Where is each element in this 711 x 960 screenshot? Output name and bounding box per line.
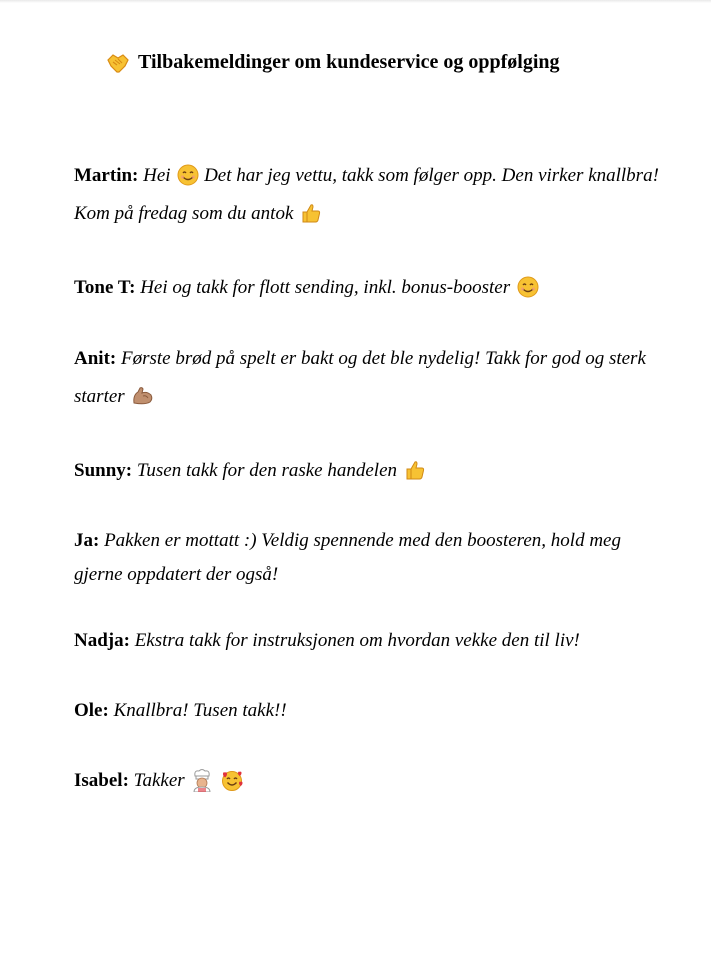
thumbs-up-icon <box>300 202 322 224</box>
feedback-name: Ole: <box>74 700 109 721</box>
smiling-face-with-hearts-icon <box>220 769 244 791</box>
feedback-name: Anit: <box>74 348 117 369</box>
feedback-entry-sunny <box>74 452 664 490</box>
feedback-message: Hei <box>143 165 171 186</box>
feedback-entry-tone <box>74 269 664 307</box>
page-top-edge <box>0 0 711 3</box>
thumbs-up-icon <box>404 459 426 481</box>
feedback-message: Første brød på spelt er bakt og det ble nydelig! Takk for god og sterk starter <box>74 348 646 407</box>
document-title <box>106 51 560 74</box>
feedback-message: Hei og takk for flott sending, inkl. bonus-booster <box>140 277 511 298</box>
feedback-entry-nadja <box>74 624 664 658</box>
feedback-entry-isabel <box>74 764 664 798</box>
feedback-entry-ole <box>74 694 664 728</box>
handshake-icon <box>106 52 130 74</box>
smiling-face-icon <box>517 276 539 298</box>
feedback-message-continued: Det har jeg vettu, takk som følger opp. Den virker knallbra! Kom på fredag som du antok <box>74 165 659 224</box>
smiling-face-icon <box>177 164 199 186</box>
feedback-message: Ekstra takk for instruksjonen om hvordan vekke den til liv! <box>134 630 580 651</box>
feedback-name: Ja: <box>74 530 100 551</box>
feedback-name: Martin: <box>74 165 139 186</box>
feedback-entry-ja <box>74 524 664 592</box>
feedback-message: Knallbra! Tusen takk!! <box>113 700 287 721</box>
flexed-biceps-icon <box>131 385 155 407</box>
feedback-name: Sunny: <box>74 460 133 481</box>
baker-icon <box>191 768 213 792</box>
feedback-name: Isabel: <box>74 770 129 791</box>
feedback-message: Takker <box>133 770 185 791</box>
feedback-message: Pakken er mottatt :) Veldig spennende med den boosteren, hold meg gjerne oppdatert der også! <box>74 530 621 585</box>
document-title-text: Tilbakemeldinger om kundeservice og oppfølging <box>138 51 560 73</box>
feedback-entry-martin <box>74 157 664 233</box>
feedback-name: Nadja: <box>74 630 130 651</box>
feedback-entry-anit <box>74 340 664 416</box>
feedback-name: Tone T: <box>74 277 136 298</box>
feedback-message: Tusen takk for den raske handelen <box>136 460 398 481</box>
